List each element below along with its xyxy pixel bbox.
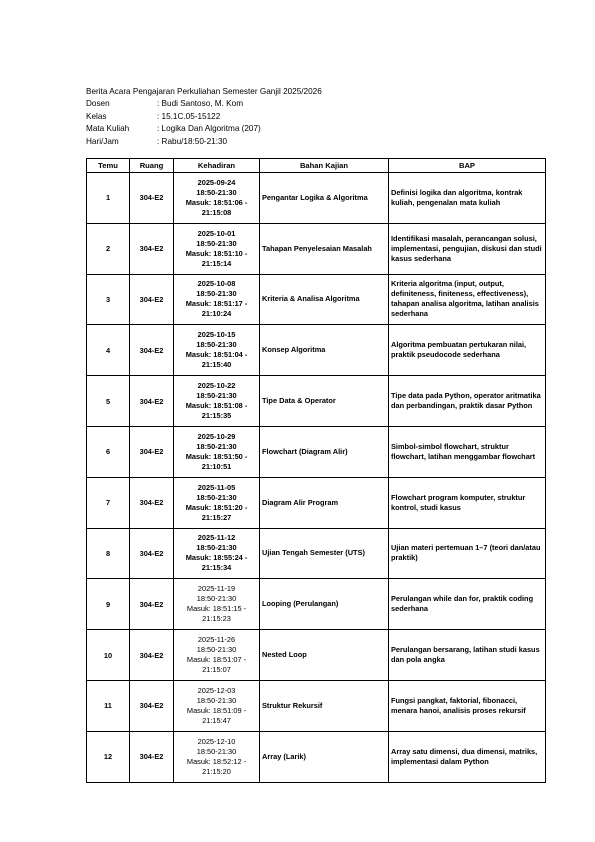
attendance-table	[86, 158, 546, 783]
table-row	[87, 680, 546, 731]
kehadiran-time: 18:50-21:30	[196, 238, 237, 248]
cell-temu: 5	[87, 376, 130, 427]
cell-temu: 6	[87, 426, 130, 477]
field-value: : Budi Santoso, M. Kom	[157, 99, 244, 109]
cell-bap: Identifikasi masalah, perancangan solusi, implementasi, pengujian, diskusi dan studi kasus sederhana	[389, 223, 546, 274]
cell-kehadiran	[174, 376, 260, 427]
cell-ruang: 304-E2	[130, 731, 174, 782]
kehadiran-date: 2025-11-26	[197, 635, 236, 645]
field-label: Kelas	[86, 111, 107, 121]
document-header	[86, 86, 322, 148]
table-header-row	[87, 159, 546, 173]
kehadiran-time: 18:50-21:30	[196, 391, 237, 401]
cell-bahan-kajian: Nested Loop	[260, 630, 389, 681]
table-row	[87, 426, 546, 477]
cell-bahan-kajian: Looping (Perulangan)	[260, 579, 389, 630]
cell-kehadiran	[174, 223, 260, 274]
kehadiran-time: 18:50-21:30	[196, 441, 237, 451]
table-row	[87, 731, 546, 782]
kehadiran-time: 18:50-21:30	[196, 645, 237, 655]
kehadiran-date: 2025-10-22	[197, 381, 236, 391]
cell-temu: 9	[87, 579, 130, 630]
cell-bahan-kajian: Flowchart (Diagram Alir)	[260, 426, 389, 477]
kehadiran-keluar: 21:15:07	[202, 665, 231, 675]
cell-temu: 2	[87, 223, 130, 274]
cell-bap: Definisi logika dan algoritma, kontrak kuliah, pengenalan mata kuliah	[389, 173, 546, 224]
field-hari-jam	[86, 136, 322, 148]
cell-temu: 4	[87, 325, 130, 376]
field-value: : Logika Dan Algoritma (207)	[157, 124, 261, 134]
field-label: Mata Kuliah	[86, 124, 130, 134]
cell-bap: Perulangan bersarang, latihan studi kasus dan pola angka	[389, 630, 546, 681]
kehadiran-date: 2025-09-24	[197, 177, 236, 187]
cell-kehadiran	[174, 274, 260, 325]
kehadiran-keluar: 21:15:20	[202, 766, 231, 776]
cell-bap: Ujian materi pertemuan 1–7 (teori dan/atau praktik)	[389, 528, 546, 579]
kehadiran-time: 18:50-21:30	[196, 492, 237, 502]
table-row	[87, 630, 546, 681]
table-row	[87, 325, 546, 376]
cell-bap: Kriteria algoritma (input, output, definiteness, finiteness, effectiveness), tahapan analisa algoritma, latihan analisis sederhana	[389, 274, 546, 325]
kehadiran-keluar: 21:15:47	[202, 715, 231, 725]
kehadiran-time: 18:50-21:30	[196, 187, 237, 197]
kehadiran-masuk: Masuk: 18:51:08 -	[185, 401, 248, 411]
cell-ruang: 304-E2	[130, 376, 174, 427]
cell-bap: Algoritma pembuatan pertukaran nilai, praktik pseudocode sederhana	[389, 325, 546, 376]
table-row	[87, 477, 546, 528]
kehadiran-masuk: Masuk: 18:51:50 -	[185, 451, 248, 461]
kehadiran-time: 18:50-21:30	[196, 695, 237, 705]
table-row	[87, 223, 546, 274]
cell-bap: Tipe data pada Python, operator aritmatika dan perbandingan, praktik dasar Python	[389, 376, 546, 427]
cell-bahan-kajian: Pengantar Logika & Algoritma	[260, 173, 389, 224]
document-title: Berita Acara Pengajaran Perkuliahan Semester Ganjil 2025/2026	[86, 87, 322, 96]
kehadiran-masuk: Masuk: 18:51:20 -	[185, 502, 248, 512]
cell-temu: 12	[87, 731, 130, 782]
cell-bahan-kajian: Kriteria & Analisa Algoritma	[260, 274, 389, 325]
kehadiran-time: 18:50-21:30	[196, 543, 237, 553]
cell-temu: 8	[87, 528, 130, 579]
cell-bap: Array satu dimensi, dua dimensi, matriks, implementasi dalam Python	[389, 731, 546, 782]
cell-ruang: 304-E2	[130, 426, 174, 477]
cell-ruang: 304-E2	[130, 630, 174, 681]
kehadiran-time: 18:50-21:30	[196, 746, 237, 756]
cell-kehadiran	[174, 528, 260, 579]
kehadiran-keluar: 21:15:34	[201, 563, 232, 573]
column-header-bahan-kajian: Bahan Kajian	[260, 159, 389, 173]
kehadiran-date: 2025-10-01	[197, 228, 236, 238]
cell-bahan-kajian: Tahapan Penyelesaian Masalah	[260, 223, 389, 274]
kehadiran-date: 2025-10-29	[197, 431, 236, 441]
column-header-temu: Temu	[87, 159, 130, 173]
cell-bap: Simbol-simbol flowchart, struktur flowchart, latihan menggambar flowchart	[389, 426, 546, 477]
cell-kehadiran	[174, 325, 260, 376]
kehadiran-keluar: 21:15:40	[201, 360, 232, 370]
cell-ruang: 304-E2	[130, 477, 174, 528]
cell-bap: Perulangan while dan for, praktik coding sederhana	[389, 579, 546, 630]
table-row	[87, 528, 546, 579]
kehadiran-masuk: Masuk: 18:51:06 -	[185, 197, 248, 207]
table-row	[87, 274, 546, 325]
kehadiran-masuk: Masuk: 18:52:12 -	[186, 756, 247, 766]
cell-bahan-kajian: Konsep Algoritma	[260, 325, 389, 376]
column-header-kehadiran: Kehadiran	[174, 159, 260, 173]
cell-ruang: 304-E2	[130, 325, 174, 376]
cell-kehadiran	[174, 579, 260, 630]
cell-kehadiran	[174, 426, 260, 477]
table-row	[87, 173, 546, 224]
kehadiran-keluar: 21:15:35	[201, 411, 232, 421]
cell-bahan-kajian: Ujian Tengah Semester (UTS)	[260, 528, 389, 579]
cell-kehadiran	[174, 477, 260, 528]
table-row	[87, 579, 546, 630]
cell-bahan-kajian: Array (Larik)	[260, 731, 389, 782]
kehadiran-masuk: Masuk: 18:51:10 -	[185, 248, 248, 258]
kehadiran-keluar: 21:10:51	[201, 461, 232, 471]
cell-ruang: 304-E2	[130, 274, 174, 325]
cell-kehadiran	[174, 680, 260, 731]
column-header-bap: BAP	[389, 159, 546, 173]
table-row	[87, 376, 546, 427]
kehadiran-keluar: 21:15:14	[201, 258, 232, 268]
kehadiran-time: 18:50-21:30	[196, 594, 237, 604]
kehadiran-masuk: Masuk: 18:51:17 -	[185, 299, 248, 309]
kehadiran-masuk: Masuk: 18:51:09 -	[186, 705, 247, 715]
cell-temu: 7	[87, 477, 130, 528]
cell-temu: 10	[87, 630, 130, 681]
field-dosen	[86, 98, 322, 110]
cell-bahan-kajian: Struktur Rekursif	[260, 680, 389, 731]
cell-ruang: 304-E2	[130, 528, 174, 579]
cell-ruang: 304-E2	[130, 579, 174, 630]
cell-temu: 3	[87, 274, 130, 325]
cell-bahan-kajian: Diagram Alir Program	[260, 477, 389, 528]
kehadiran-masuk: Masuk: 18:55:24 -	[185, 553, 248, 563]
kehadiran-masuk: Masuk: 18:51:15 -	[186, 604, 247, 614]
cell-kehadiran	[174, 731, 260, 782]
field-mata-kuliah	[86, 123, 322, 135]
cell-ruang: 304-E2	[130, 680, 174, 731]
field-kelas	[86, 111, 322, 123]
cell-temu: 11	[87, 680, 130, 731]
column-header-ruang: Ruang	[130, 159, 174, 173]
kehadiran-masuk: Masuk: 18:51:07 -	[186, 655, 247, 665]
kehadiran-date: 2025-12-10	[197, 736, 236, 746]
field-value: : Rabu/18:50-21:30	[157, 136, 228, 146]
cell-kehadiran	[174, 173, 260, 224]
kehadiran-time: 18:50-21:30	[196, 340, 237, 350]
cell-ruang: 304-E2	[130, 223, 174, 274]
cell-bahan-kajian: Tipe Data & Operator	[260, 376, 389, 427]
cell-kehadiran	[174, 630, 260, 681]
kehadiran-date: 2025-11-12	[197, 533, 236, 543]
cell-ruang: 304-E2	[130, 173, 174, 224]
kehadiran-time: 18:50-21:30	[196, 289, 237, 299]
field-label: Dosen	[86, 99, 110, 109]
kehadiran-date: 2025-10-08	[197, 279, 236, 289]
kehadiran-masuk: Masuk: 18:51:04 -	[185, 350, 248, 360]
kehadiran-date: 2025-11-05	[197, 482, 236, 492]
kehadiran-date: 2025-10-15	[197, 330, 236, 340]
cell-bap: Fungsi pangkat, faktorial, fibonacci, menara hanoi, analisis proses rekursif	[389, 680, 546, 731]
field-value: : 15.1C.05-15122	[157, 111, 221, 121]
kehadiran-keluar: 21:15:27	[201, 512, 232, 522]
kehadiran-keluar: 21:15:23	[202, 614, 231, 624]
kehadiran-keluar: 21:15:08	[201, 207, 232, 217]
kehadiran-date: 2025-11-19	[197, 584, 236, 594]
kehadiran-date: 2025-12-03	[197, 685, 236, 695]
cell-temu: 1	[87, 173, 130, 224]
cell-bap: Flowchart program komputer, struktur kontrol, studi kasus	[389, 477, 546, 528]
field-label: Hari/Jam	[86, 136, 119, 146]
kehadiran-keluar: 21:10:24	[201, 309, 232, 319]
